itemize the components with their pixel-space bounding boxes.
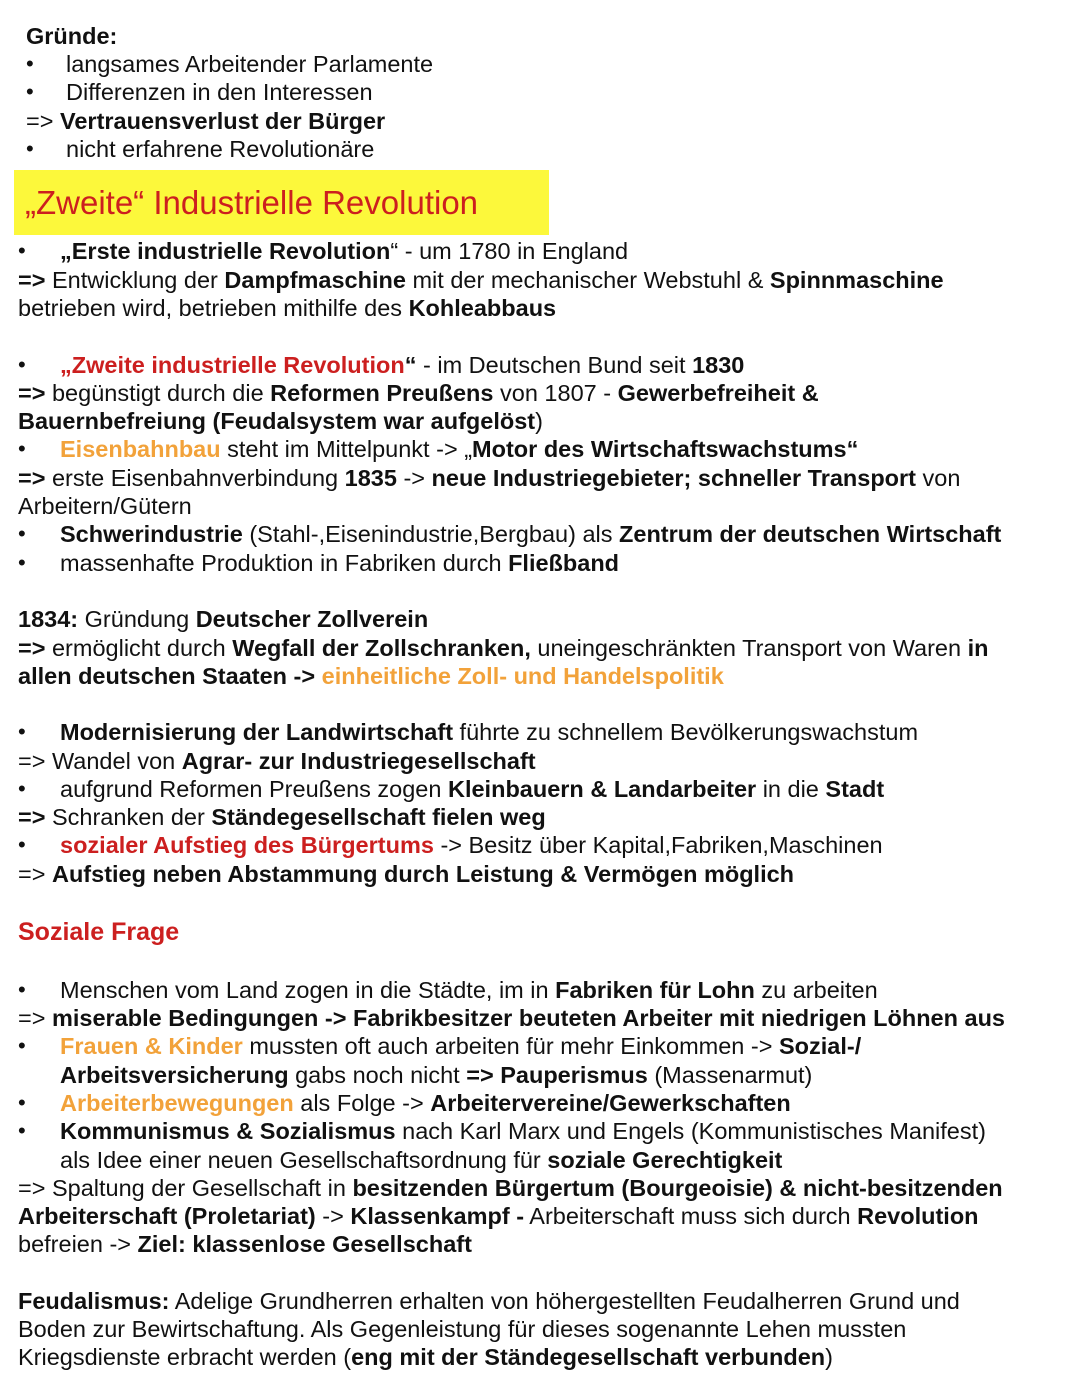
feudal-line-2: Boden zur Bewirtschaftung. Als Gegenleistung für dieses sogenannte Lehen mussten <box>18 1316 907 1342</box>
gruende-result-line: => Vertrauensverlust der Bürger <box>26 108 386 134</box>
section-heading: „Zweite“ Industrielle Revolution <box>25 184 479 221</box>
schwerindustrie-line: Schwerindustrie (Stahl-,Eisenindustrie,Bergbau) als Zentrum der deutschen Wirtschaft <box>60 521 1002 547</box>
bullet: • <box>26 79 34 104</box>
bullet: • <box>18 436 26 461</box>
zweite-line-5: => erste Eisenbahnverbindung 1835 -> neue Industriegebieter; schneller Transport von <box>18 465 961 491</box>
land-line-4: => Schranken der Ständegesellschaft fielen weg <box>18 804 546 830</box>
zweite-title-line: „Zweite industrielle Revolution“ - im Deutschen Bund seit 1830 <box>60 352 745 378</box>
zoll-line-3: allen deutschen Staaten -> einheitliche Zoll- und Handelspolitik <box>18 663 724 689</box>
eisenbahn-line: Eisenbahnbau steht im Mittelpunkt -> „Motor des Wirtschaftswachstums“ <box>60 436 859 462</box>
bullet: • <box>18 719 26 744</box>
erste-title-line: „Erste industrielle Revolution“ - um 1780 in England <box>60 238 629 264</box>
bullet: • <box>18 352 26 377</box>
massenproduktion-line: massenhafte Produktion in Fabriken durch Fließband <box>60 550 620 576</box>
sozial-line-4: Arbeitsversicherung gabs noch nicht => Pauperismus (Massenarmut) <box>60 1062 813 1088</box>
zoll-line-2: => ermöglicht durch Wegfall der Zollschranken, uneingeschränkten Transport von Waren in <box>18 635 989 661</box>
gruende-item-1: langsames Arbeitender Parlamente <box>66 51 434 77</box>
bullet: • <box>18 1118 26 1143</box>
sozial-line-7: als Idee einer neuen Gesellschaftsordnung für soziale Gerechtigkeit <box>60 1147 783 1173</box>
land-line-5: sozialer Aufstieg des Bürgertums -> Besitz über Kapital,Fabriken,Maschinen <box>60 832 883 858</box>
sozial-line-6: Kommunismus & Sozialismus nach Karl Marx und Engels (Kommunistisches Manifest) <box>60 1118 986 1144</box>
sozial-line-3: Frauen & Kinder mussten oft auch arbeiten für mehr Einkommen -> Sozial-/ <box>60 1033 862 1059</box>
erste-line-3: betrieben wird, betrieben mithilfe des Kohleabbaus <box>18 295 557 321</box>
zweite-line-6: Arbeitern/Gütern <box>18 493 192 519</box>
bullet: • <box>26 136 34 161</box>
land-line-3: aufgrund Reformen Preußens zogen Kleinbauern & Landarbeiter in die Stadt <box>60 776 885 802</box>
sozial-line-10: befreien -> Ziel: klassenlose Gesellschaft <box>18 1231 472 1257</box>
sozial-line-2: => miserable Bedingungen -> Fabrikbesitzer beuteten Arbeiter mit niedrigen Löhnen aus <box>18 1005 1005 1031</box>
erste-line-2: => Entwicklung der Dampfmaschine mit der mechanischer Webstuhl & Spinnmaschine <box>18 267 944 293</box>
land-line-2: => Wandel von Agrar- zur Industriegesellschaft <box>18 748 536 774</box>
soziale-frage-title: Soziale Frage <box>18 918 180 946</box>
land-line-6: => Aufstieg neben Abstammung durch Leistung & Vermögen möglich <box>18 861 795 887</box>
bullet: • <box>26 51 34 76</box>
zoll-line-1: 1834: Gründung Deutscher Zollverein <box>18 606 429 632</box>
bullet: • <box>18 1033 26 1058</box>
gruende-item-3: nicht erfahrene Revolutionäre <box>66 136 375 162</box>
gruende-title: Gründe: <box>26 23 118 49</box>
sozial-line-8: => Spaltung der Gesellschaft in besitzenden Bürgertum (Bourgeoisie) & nicht-besitzenden <box>18 1175 1003 1201</box>
sozial-line-5: Arbeiterbewegungen als Folge -> Arbeitervereine/Gewerkschaften <box>60 1090 791 1116</box>
bullet: • <box>18 776 26 801</box>
bullet: • <box>18 977 26 1002</box>
gruende-item-2: Differenzen in den Interessen <box>66 79 373 105</box>
bullet: • <box>18 238 26 263</box>
land-line-1: Modernisierung der Landwirtschaft führte zu schnellem Bevölkerungswachstum <box>60 719 919 745</box>
bullet: • <box>18 550 26 575</box>
sozial-line-1: Menschen vom Land zogen in die Städte, im in Fabriken für Lohn zu arbeiten <box>60 977 878 1003</box>
zweite-line-2: => begünstigt durch die Reformen Preußens von 1807 - Gewerbefreiheit & <box>18 380 819 406</box>
sozial-line-9: Arbeiterschaft (Proletariat) -> Klassenkampf - Arbeiterschaft muss sich durch Revolution <box>18 1203 979 1229</box>
bullet: • <box>18 1090 26 1115</box>
bullet: • <box>18 521 26 546</box>
zweite-line-3: Bauernbefreiung (Feudalsystem war aufgelöst) <box>18 408 543 434</box>
feudal-line-1: Feudalismus: Adelige Grundherren erhalten von höhergestellten Feudalherren Grund und <box>18 1288 960 1314</box>
bullet: • <box>18 832 26 857</box>
feudal-line-3: Kriegsdienste erbracht werden (eng mit der Ständegesellschaft verbunden) <box>18 1344 833 1370</box>
